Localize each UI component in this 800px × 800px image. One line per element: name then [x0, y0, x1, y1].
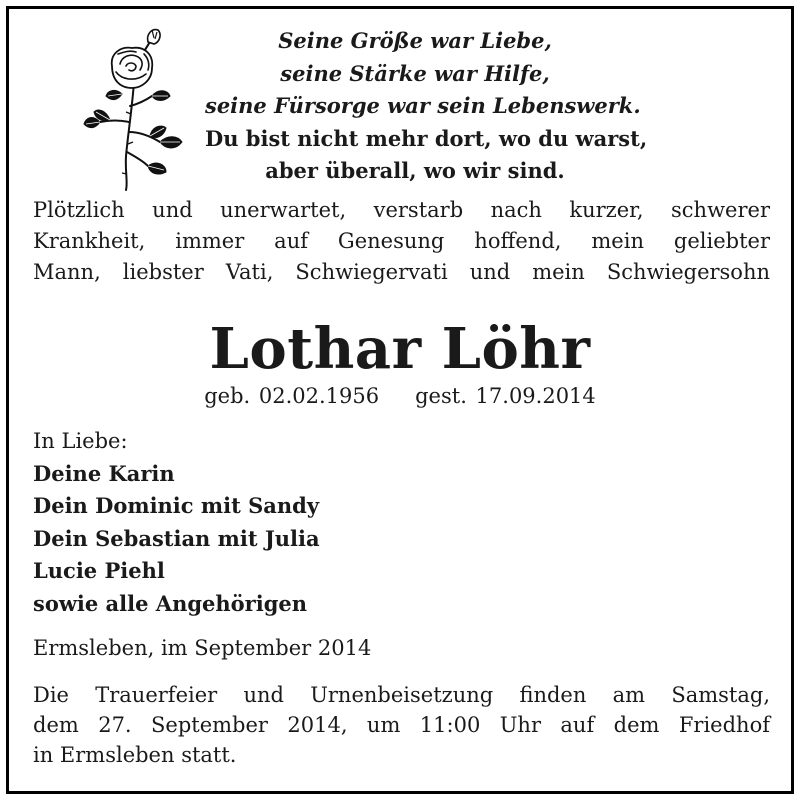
announcement-text	[33, 195, 770, 288]
memorial-quote	[205, 25, 648, 188]
quote-line: Du bist nicht mehr dort, wo du warst,	[205, 125, 648, 151]
service-line: in Ermsleben statt.	[33, 743, 237, 767]
life-dates	[0, 381, 800, 411]
quote-line: Seine Größe war Liebe,	[278, 28, 552, 53]
death-date: gest. 17.09.2014	[415, 384, 596, 408]
quote-line: aber überall, wo wir sind.	[265, 158, 565, 183]
mourner-name: Deine Karin	[33, 460, 175, 486]
quote-line: seine Stärke war Hilfe,	[280, 60, 550, 86]
mourners-heading: In Liebe:	[33, 429, 128, 453]
announcement-line: Krankheit, immer auf Genesung hoffend, mein geliebter	[33, 229, 770, 253]
funeral-service-info	[33, 680, 770, 770]
rose-icon	[82, 24, 190, 192]
quote-line: seine Fürsorge war sein Lebenswerk.	[205, 93, 641, 118]
mourner-name: sowie alle Angehörigen	[33, 590, 308, 616]
place-and-date: Ermsleben, im September 2014	[33, 636, 372, 660]
announcement-line: Mann, liebster Vati, Schwiegervati und mein Schwiegersohn	[33, 260, 770, 284]
mourner-name: Lucie Piehl	[33, 558, 165, 583]
mourner-name: Dein Sebastian mit Julia	[33, 525, 320, 551]
service-line: dem 27. September 2014, um 11:00 Uhr auf dem Friedhof	[33, 713, 770, 737]
mourners-list	[33, 425, 633, 620]
service-line: Die Trauerfeier und Urnenbeisetzung finden am Samstag,	[33, 683, 770, 707]
deceased-name: Lothar Löhr	[209, 316, 591, 382]
birth-date: geb. 02.02.1956	[204, 384, 380, 408]
announcement-line: Plötzlich und unerwartet, verstarb nach kurzer, schwerer	[33, 198, 770, 222]
mourner-name: Dein Dominic mit Sandy	[33, 493, 320, 518]
